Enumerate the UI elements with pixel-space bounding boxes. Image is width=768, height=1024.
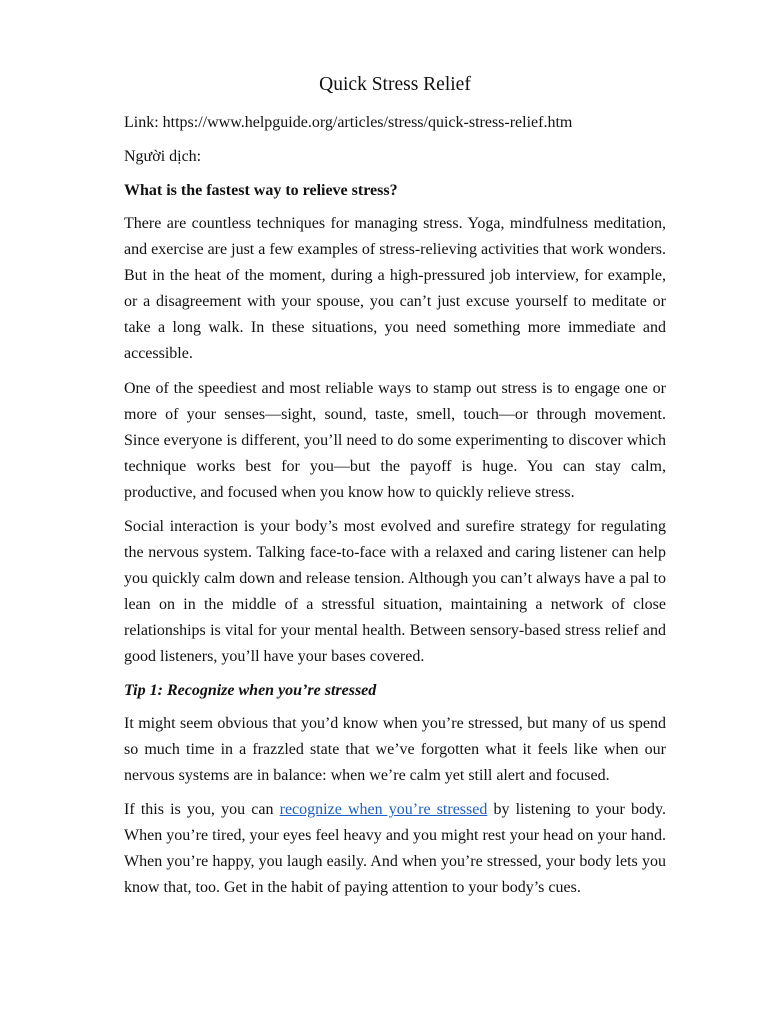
paragraph-5-rest: by listening to your body. When you’re tired, your eyes feel heavy and you might rest your head on your hand. When you’re happy, you laugh easily. And when you’re stressed, your body lets you know that, too. Get in the habit of paying attention to your body’s cues. — [124, 801, 667, 896]
section-heading: What is the fastest way to relieve stress? — [124, 182, 398, 199]
paragraph-2: One of the speediest and most reliable ways to stamp out stress is to engage one or more of your senses—sight, sound, taste, smell, touch—or through movement. Since everyone is different, you’ll need to do some experimenting to discover which technique works best for you—but the payoff is huge. You can stay calm, productive, and focused when you know how to quickly relieve stress. — [124, 380, 666, 501]
paragraph-1: There are countless techniques for managing stress. Yoga, mindfulness meditation, and exercise are just a few examples of stress-relieving activities that work wonders. But in the heat of the moment, during a high-pressured job interview, for example, or a disagreement with your spouse, you can’t just excuse yourself to meditate or take a long walk. In these situations, you need something more immediate and accessible. — [124, 215, 666, 362]
paragraph-5 — [124, 797, 666, 901]
source-link-line: Link: https://www.helpguide.org/articles/stress/quick-stress-relief.htm — [124, 114, 573, 131]
recognize-stress-link[interactable]: recognize when you’re stressed — [279, 801, 488, 818]
paragraph-5-lead: If this is you, you can — [124, 801, 280, 818]
tip-heading: Tip 1: Recognize when you’re stressed — [124, 682, 377, 699]
paragraph-4: It might seem obvious that you’d know when you’re stressed, but many of us spend so much time in a frazzled state that we’ve forgotten what it feels like when our nervous systems are in balance: when we’re calm yet still alert and focused. — [124, 715, 666, 784]
paragraph-3: Social interaction is your body’s most evolved and surefire strategy for regulating the nervous system. Talking face-to-face with a relaxed and caring listener can help you quickly calm down and release tension. Although you can’t always have a pal to lean on in the middle of a stressful situation, maintaining a network of close relationships is vital for your mental health. Between sensory-based stress relief and good listeners, you’ll have your bases covered. — [124, 518, 666, 665]
translator-line: Người dịch: — [124, 148, 202, 165]
page-title: Quick Stress Relief — [319, 74, 471, 95]
